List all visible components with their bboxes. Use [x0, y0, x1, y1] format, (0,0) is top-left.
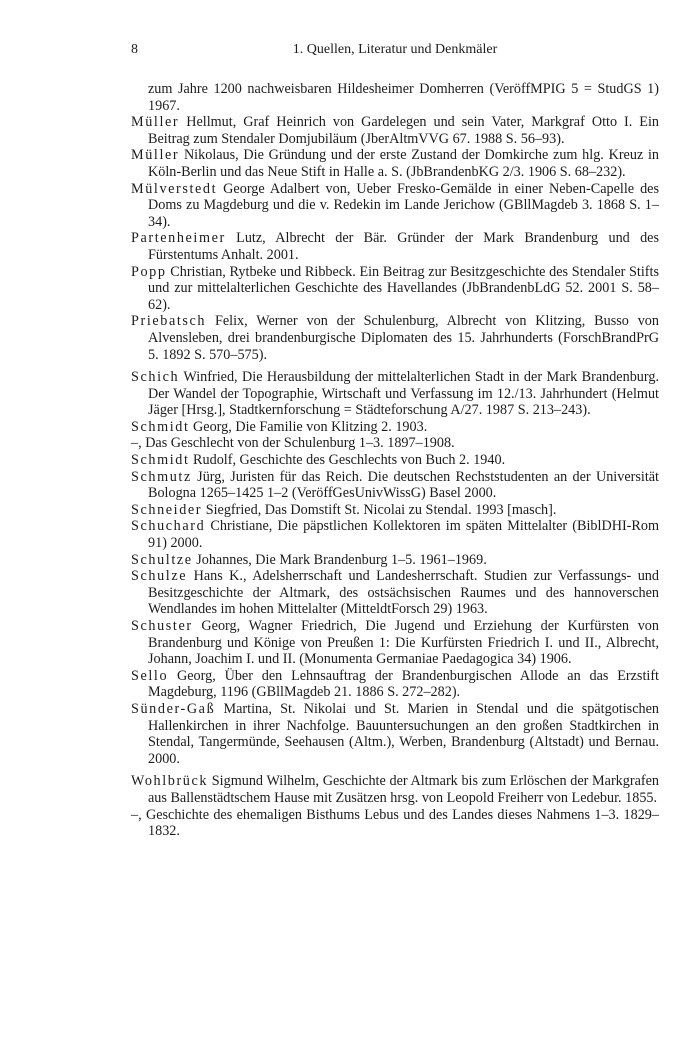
entry-author: Schulze: [131, 568, 188, 585]
entry-author: Wohlbrück: [131, 773, 209, 790]
entry-author: Schuster: [131, 618, 193, 634]
entry-text: zum Jahre 1200 nachweisbaren Hildesheimer Domherren (VeröffMPIG 5 = StudGS 1) 1967.: [148, 81, 659, 114]
entry-author: Schich: [131, 369, 180, 386]
entry-text: Siegfried, Das Domstift St. Nicolai zu Stendal. 1993 [masch].: [202, 501, 557, 518]
entry-author: Sünder-Gaß: [131, 700, 216, 717]
entry-text: Martina, St. Nikolai und St. Marien in Stendal und die spätgotischen Hallenkirchen in ihrer Nachfolge. Bauuntersuchungen an den großen Stadtkirchen in Stendal, Tangermünde, Seehausen (Altm.), Werben, Brandenburg (Altstadt) und Bernau. 2000.: [148, 700, 659, 767]
bibliography-entry: [131, 147, 659, 180]
entry-author: Mülverstedt: [131, 180, 218, 197]
entry-text: Lutz, Albrecht der Bär. Gründer der Mark Brandenburg und des Fürstentums Anhalt. 2001.: [148, 230, 659, 263]
entry-text: Hellmut, Graf Heinrich von Gardelegen und sein Vater, Markgraf Otto I. Ein Beitrag zum Stendaler Domjubiläum (JberAltmVVG 67. 1988 S. 56–93).: [148, 114, 659, 147]
bibliography-entry: [131, 701, 659, 767]
entry-text: Sigmund Wilhelm, Geschichte der Altmark bis zum Erlöschen der Markgrafen aus Ballenstädtschem Hause mit Zusätzen hrsg. von Leopold Freiherr von Ledebur. 1855.: [148, 773, 659, 806]
bibliography-entry: [131, 81, 659, 114]
entry-text: Christiane, Die päpstlichen Kollektoren im späten Mittelalter (BiblDHI-Rom 91) 2000.: [148, 518, 659, 552]
bibliography-entry: [131, 264, 659, 314]
bibliography-entry: [131, 435, 659, 452]
bibliography-entry: [131, 452, 659, 469]
entry-text: Nikolaus, Die Gründung und der erste Zustand der Domkirche zum hlg. Kreuz in Köln-Berlin und das Neue Stift in Halle a. S. (JbBrandenbKG 2/3. 1906 S. 68–232).: [148, 147, 659, 180]
entry-text: Georg, Wagner Friedrich, Die Jugend und Erziehung der Kurfürsten von Brandenburg und Könige von Preußen 1: Die Kurfürsten Friedrich I. und II., Albrecht, Johann, Joachim I. und II. (Monumenta Germaniae Paedagogica 34) 1906.: [148, 618, 659, 668]
entry-text: George Adalbert von, Ueber Fresko-Gemälde in einer Neben-Capelle des Doms zu Magdeburg und die v. Redekin im Lande Jerichow (GBllMagdeb 3. 1868 S. 1–34).: [148, 180, 659, 230]
entry-author: Schmidt: [131, 452, 190, 469]
bibliography-entry: [131, 230, 659, 263]
entry-text: Johannes, Die Mark Brandenburg 1–5. 1961–1969.: [192, 551, 487, 568]
entry-author: Müller: [131, 147, 180, 164]
bibliography-entry: [131, 552, 659, 569]
bibliography-entry: [131, 469, 659, 502]
page-header: [131, 40, 659, 60]
bibliography-entry: [131, 419, 659, 436]
entry-text: Jürg, Juristen für das Reich. Die deutschen Rechststudenten an der Universität Bologna 1265–1425 1–2 (VeröffGesUnivWissG) Basel 2000.: [148, 468, 659, 502]
bibliography-entry: [131, 114, 659, 147]
entry-author: Schultze: [131, 551, 193, 568]
bibliography-entry: [131, 369, 659, 419]
bibliography-entry: [131, 181, 659, 231]
entry-text: –, Geschichte des ehemaligen Bisthums Lebus und des Landes dieses Nahmens 1–3. 1829–1832.: [131, 806, 659, 840]
entry-text: Christian, Rytbeke und Ribbeck. Ein Beitrag zur Besitzgeschichte des Stendaler Stifts und zur mittelalterlichen Geschichte des Havellandes (JbBrandenbLdG 52. 2001 S. 58–62).: [148, 263, 659, 313]
bibliography-entry: [131, 518, 659, 551]
bibliography-entry: [131, 502, 659, 519]
bibliography-entry: [131, 807, 659, 840]
entry-author: Partenheimer: [131, 230, 226, 247]
entry-author: Schmidt: [131, 418, 190, 435]
bibliography-entry: [131, 773, 659, 806]
bibliography-entry: [131, 313, 659, 363]
entry-author: Schneider: [131, 501, 203, 518]
entry-author: Schmutz: [131, 468, 192, 485]
bibliography-entry: [131, 668, 659, 701]
entry-author: Sello: [131, 667, 169, 684]
entry-text: Hans K., Adelsherrschaft und Landesherrschaft. Studien zur Verfassungs- und Besitzgeschichte der Altmark, des ostsächsischen Raumes und des hannoverschen Wendlandes im hohen Mittelalter (MitteldtForsch 29) 1963.: [148, 568, 659, 618]
entry-author: Schuchard: [131, 518, 206, 535]
bibliography-entry: [131, 618, 659, 668]
entry-text: Georg, Die Familie von Klitzing 2. 1903.: [189, 418, 428, 435]
bibliography-list: [131, 81, 659, 840]
entry-author: Popp: [131, 263, 167, 280]
entry-text: Felix, Werner von der Schulenburg, Albrecht von Klitzing, Busso von Alvensleben, drei brandenburgische Diplomaten des 15. Jahrhunderts (ForschBrandPrG 5. 1892 S. 570–575).: [148, 313, 659, 363]
entry-text: Georg, Über den Lehnsauftrag der Brandenburgischen Allode an das Erzstift Magdeburg, 1196 (GBllMagdeb 21. 1886 S. 272–282).: [148, 667, 659, 701]
entry-text: Winfried, Die Herausbildung der mittelalterlichen Stadt in der Mark Brandenburg. Der Wandel der Topographie, Wirtschaft und Verfassung im 12./13. Jahrhundert (Helmut Jäger [Hrsg.], Stadtkernforschung = Städteforschung A/27. 1987 S. 213–243).: [148, 369, 659, 419]
bibliography-entry: [131, 568, 659, 618]
entry-text: –, Das Geschlecht von der Schulenburg 1–3. 1897–1908.: [131, 435, 455, 452]
running-head: 1. Quellen, Literatur und Denkmäler: [292, 42, 498, 57]
entry-text: Rudolf, Geschichte des Geschlechts von Buch 2. 1940.: [189, 452, 506, 469]
page-number: 8: [131, 42, 138, 57]
entry-author: Müller: [131, 114, 180, 131]
entry-author: Priebatsch: [131, 313, 207, 330]
